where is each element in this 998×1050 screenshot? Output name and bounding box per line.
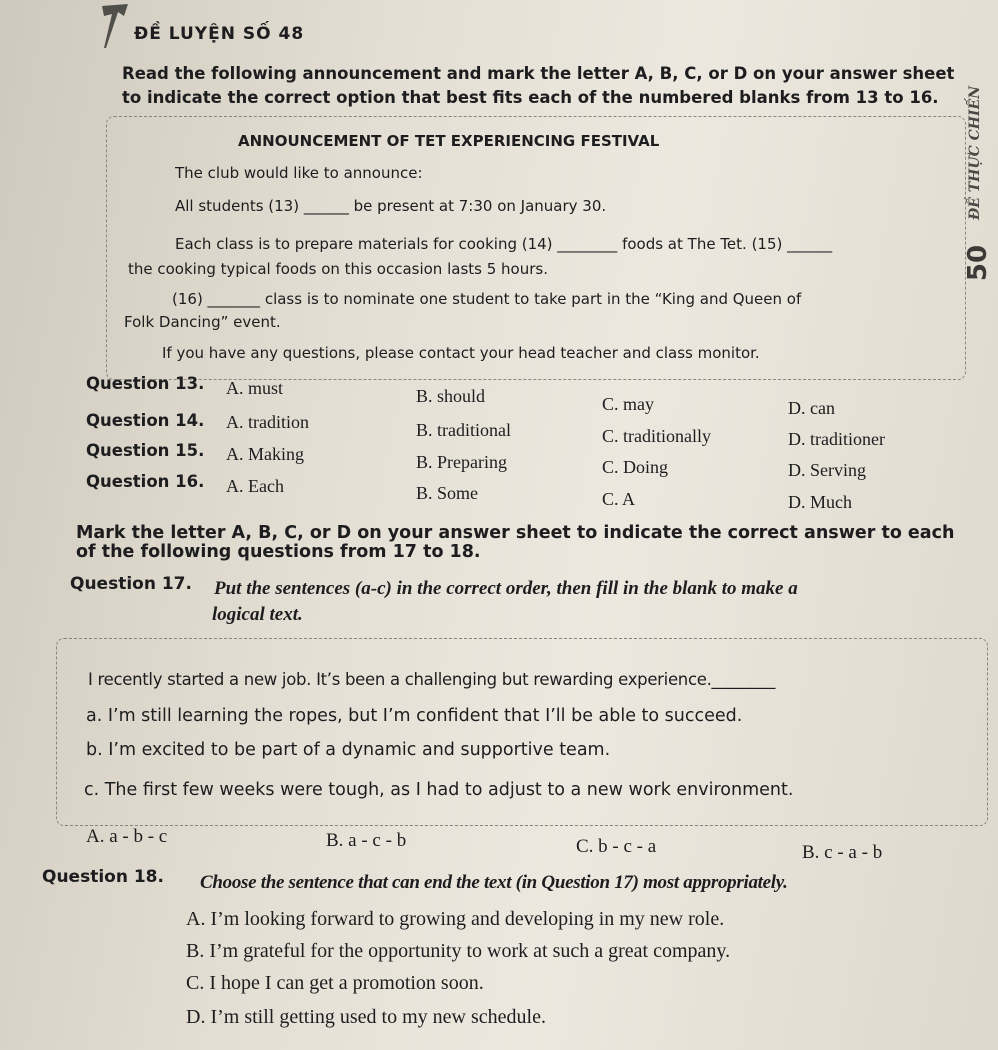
side-banner-text: ĐỀ THỰC CHIẾN bbox=[967, 85, 983, 221]
option-c: C. traditionally bbox=[602, 426, 711, 446]
announcement-line-1: The club would like to announce: bbox=[175, 164, 423, 182]
option-a: A. Making bbox=[226, 444, 304, 464]
instruction-2-line-2: of the following questions from 17 to 18. bbox=[76, 542, 481, 562]
instruction-1-line-2: to indicate the correct option that best fits each of the numbered blanks from 13 to 16. bbox=[122, 88, 939, 107]
option-b: B. should bbox=[416, 386, 486, 406]
announcement-title: ANNOUNCEMENT OF TET EXPERIENCING FESTIVAL bbox=[238, 132, 660, 150]
page-title: ĐỀ LUYỆN SỐ 48 bbox=[134, 24, 305, 44]
question-label: Question 16. bbox=[86, 472, 205, 491]
option-c: C. Doing bbox=[602, 457, 669, 477]
option-a: A. tradition bbox=[226, 412, 309, 432]
question-18-prompt: Choose the sentence that can end the text (in Question 17) most appropriately. bbox=[200, 872, 788, 893]
option-a: A. must bbox=[226, 378, 284, 398]
option-d: D. can bbox=[788, 398, 835, 418]
question-17-option-b: B. a - c - b bbox=[326, 830, 407, 851]
option-a: A. Each bbox=[226, 476, 284, 496]
question-17-sentence-c: c. The first few weeks were tough, as I had to adjust to a new work environment. bbox=[84, 780, 794, 800]
question-17-sentence-a: a. I’m still learning the ropes, but I’m confident that I’ll be able to succeed. bbox=[86, 706, 743, 726]
announcement-line-6: Folk Dancing” event. bbox=[124, 313, 281, 331]
option-c: C. A bbox=[602, 489, 636, 509]
announcement-line-5: (16) _______ class is to nominate one student to take part in the “King and Queen of bbox=[172, 290, 802, 308]
question-18-option-d: D. I’m still getting used to my new schedule. bbox=[186, 1006, 546, 1028]
question-17-prompt-line-1: Put the sentences (a-c) in the correct order, then fill in the blank to make a bbox=[214, 578, 798, 599]
option-d: D. Serving bbox=[788, 460, 866, 480]
question-17-prompt-line-2: logical text. bbox=[212, 604, 303, 625]
option-b: B. Some bbox=[416, 483, 479, 503]
question-18-option-c: C. I hope I can get a promotion soon. bbox=[186, 972, 484, 994]
question-17-sentence-b: b. I’m excited to be part of a dynamic and supportive team. bbox=[86, 740, 611, 760]
question-label: Question 13. bbox=[86, 374, 205, 393]
announcement-line-2: All students (13) ______ be present at 7:30 on January 30. bbox=[175, 197, 607, 215]
question-18-label: Question 18. bbox=[42, 867, 164, 887]
option-b: B. Preparing bbox=[416, 452, 507, 472]
question-label: Question 15. bbox=[86, 441, 205, 460]
question-label: Question 14. bbox=[86, 411, 205, 430]
question-17-label: Question 17. bbox=[70, 574, 192, 594]
question-17-option-a: A. a - b - c bbox=[86, 826, 168, 847]
side-banner-number: 50 bbox=[963, 244, 994, 282]
option-d: D. traditioner bbox=[788, 429, 885, 449]
question-17-option-d: B. c - a - b bbox=[802, 842, 883, 863]
announcement-line-7: If you have any questions, please contact your head teacher and class monitor. bbox=[162, 344, 760, 362]
announcement-line-4: the cooking typical foods on this occasion lasts 5 hours. bbox=[128, 260, 548, 278]
question-17-intro: I recently started a new job. It’s been a challenging but rewarding experience.________ bbox=[88, 670, 776, 689]
school-logo-icon bbox=[98, 2, 132, 50]
question-17-option-c: C. b - c - a bbox=[576, 836, 657, 857]
instruction-1-line-1: Read the following announcement and mark the letter A, B, C, or D on your answer sheet bbox=[122, 64, 955, 83]
option-b: B. traditional bbox=[416, 420, 511, 440]
question-18-option-a: A. I’m looking forward to growing and developing in my new role. bbox=[186, 908, 725, 930]
question-18-option-b: B. I’m grateful for the opportunity to work at such a great company. bbox=[186, 940, 731, 962]
announcement-line-3: Each class is to prepare materials for cooking (14) ________ foods at The Tet. (15) ______ bbox=[175, 235, 833, 253]
instruction-2-line-1: Mark the letter A, B, C, or D on your answer sheet to indicate the correct answer to each bbox=[76, 523, 955, 543]
option-c: C. may bbox=[602, 394, 654, 414]
option-d: D. Much bbox=[788, 492, 852, 512]
